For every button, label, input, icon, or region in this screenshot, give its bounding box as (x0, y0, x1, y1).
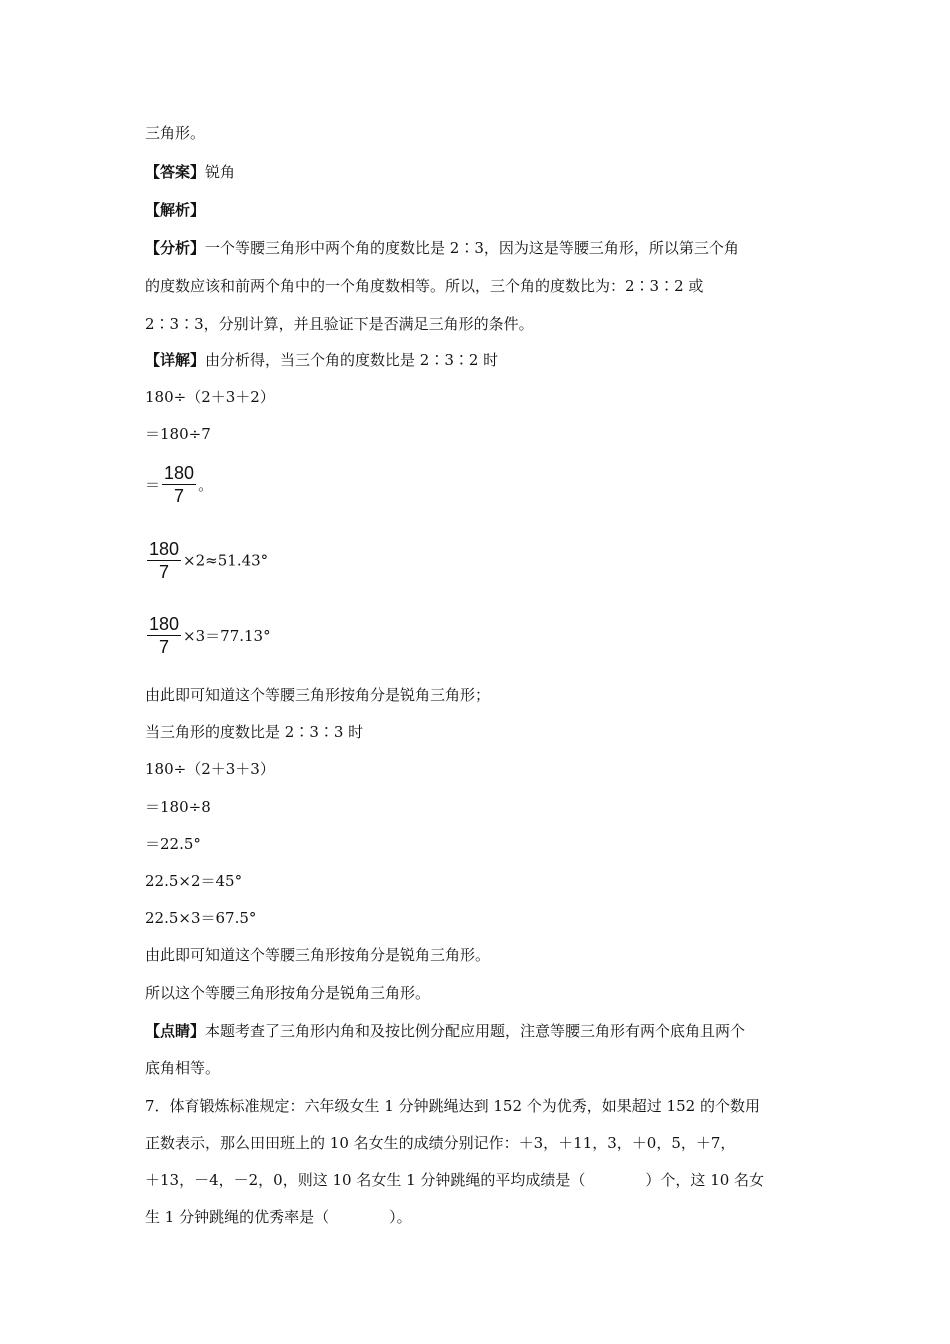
dianjing-line: 【点睛】本题考查了三角形内角和及按比例分配应用题，注意等腰三角形有两个底角且两个 (145, 1022, 746, 1040)
xiangjie-tag: 【详解】 (145, 351, 206, 369)
answer-tag: 【答案】 (145, 163, 206, 181)
fraction: $\frac{180}{7}$ (149, 539, 180, 582)
fraction: $\frac{180}{7}$ (149, 614, 180, 657)
math-line: ＝180÷7 (145, 425, 211, 443)
xiangjie-line: 【详解】由分析得，当三个角的度数比是 2∶3∶2 时 (145, 351, 499, 369)
text-line: 2∶3∶3，分别计算，并且验证下是否满足三角形的条件。 (145, 315, 534, 333)
text-line: 由此即可知道这个等腰三角形按角分是锐角三角形； (145, 686, 491, 704)
math-line: ＝22.5° (145, 835, 201, 853)
fraction-line: $\frac{180}{7}$ ×3＝77.13° (149, 614, 271, 657)
text-line: ＋13，－4，－2，0，则这 10 名女生 1 分钟跳绳的平均成绩是（ ）个，这 10 名女 (145, 1171, 765, 1189)
fraction-line: $\frac{180}{7}$ ×2≈51.43° (149, 539, 269, 582)
dianjing-tag: 【点睛】 (145, 1022, 206, 1040)
text-line: 所以这个等腰三角形按角分是锐角三角形。 (145, 984, 431, 1002)
question-7-line: 7．体育锻炼标准规定：六年级女生 1 分钟跳绳达到 152 个为优秀，如果超过 152 的个数用 (145, 1097, 760, 1115)
text-line: 当三角形的度数比是 2∶3∶3 时 (145, 723, 364, 741)
text-line: 的度数应该和前两个角中的一个角度数相等。所以，三个角的度数比为：2∶3∶2 或 (145, 277, 704, 295)
analysis-heading: 【解析】 (145, 201, 206, 219)
fenxi-tag: 【分析】 (145, 239, 206, 257)
math-line: 22.5×3＝67.5° (145, 909, 257, 927)
math-line: 22.5×2＝45° (145, 872, 243, 890)
text-line: 生 1 分钟跳绳的优秀率是（ ）。 (145, 1208, 412, 1226)
math-line: 180÷（2＋3＋3） (145, 760, 275, 778)
text-line: 正数表示，那么田田班上的 10 名女生的成绩分别记作：＋3，＋11，3，＋0，5，＋7， (145, 1134, 736, 1152)
text-line: 底角相等。 (145, 1059, 221, 1077)
fraction-line: ＝ $\frac{180}{7}$ 。 (145, 463, 214, 506)
fenxi-line: 【分析】一个等腰三角形中两个角的度数比是 2∶3，因为这是等腰三角形，所以第三个角 (145, 239, 739, 257)
fraction: $\frac{180}{7}$ (164, 463, 195, 506)
text-line: 三角形。 (145, 124, 206, 142)
math-line: 180÷（2＋3＋2） (145, 388, 275, 406)
answer-line: 【答案】锐角 (145, 163, 236, 181)
text-line: 由此即可知道这个等腰三角形按角分是锐角三角形。 (145, 946, 491, 964)
math-line: ＝180÷8 (145, 798, 211, 816)
